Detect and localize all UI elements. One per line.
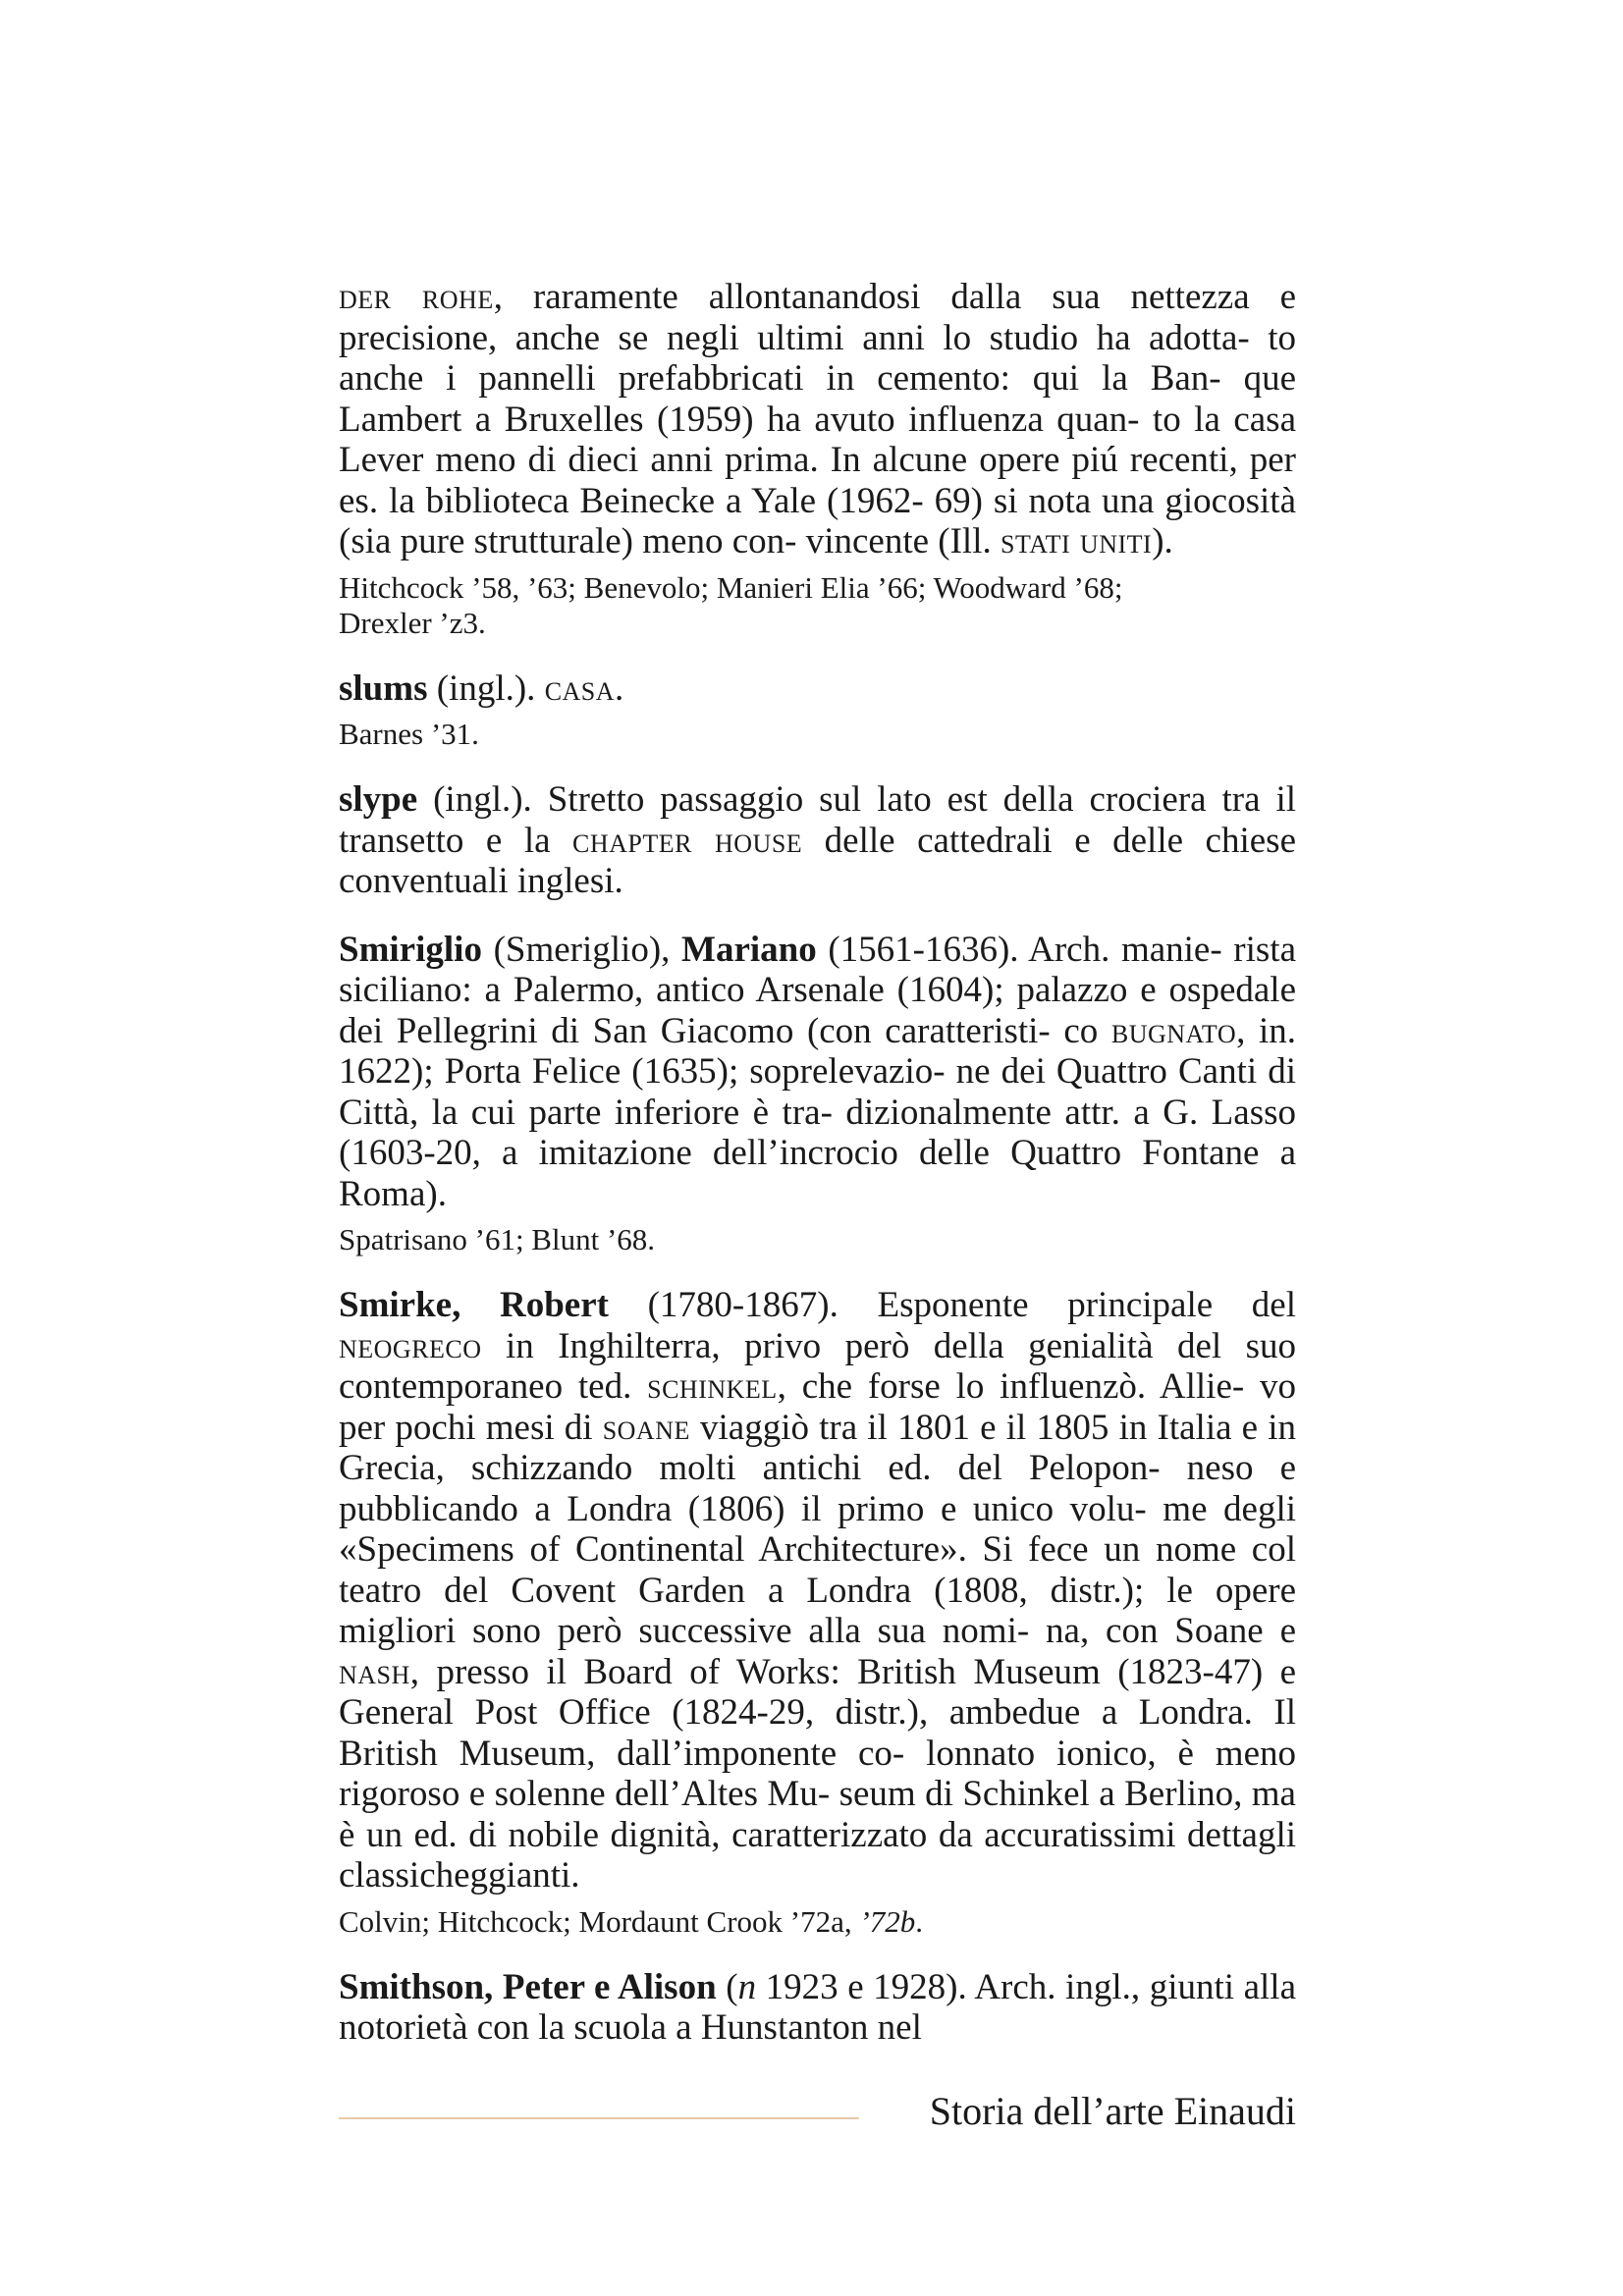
cross-ref[interactable]: casa [544,667,616,709]
headword: Smiriglio [339,929,482,970]
bibliography-smiriglio: Spatrisano ’61; Blunt ’68. [339,1222,656,1256]
cross-ref[interactable]: chapter house [572,820,803,861]
headword: Mariano [681,929,817,970]
headword: Smithson, Peter e Alison [339,1966,717,2007]
entry-slums: slums (ingl.). casa. [339,667,624,709]
entry-smiriglio: Smiriglio (Smeriglio), Mariano (1561-1636). Arch. manie- rista siciliano: a Palermo, antico Arsenale (1604); palazzo e ospedale dei Pellegrini di San Giacomo (con caratteristi- co bugnato, in. 1622); Porta Felice (1635); soprelevazio- ne dei Quattro Canti di Città, la cui parte inferiore è tra- dizionalmente attr. a G. Lasso (1603-20, a imitazione dell’incrocio delle Quattro Fontane a Roma). [339,929,1297,1214]
text-column [339,277,1296,2056]
footer-title: Storia dell’arte Einaudi [929,2089,1296,2133]
cross-ref[interactable]: bugnato [1110,1010,1237,1051]
cross-ref[interactable]: soane [602,1407,690,1448]
entry-slype: slype (ingl.). Stretto passaggio sul lato est della crociera tra il transetto e la chapter house delle cattedrali e delle chiese conventuali inglesi. [339,779,1296,901]
bibliography-slums: Barnes ’31. [339,717,479,751]
cross-ref[interactable]: stati uniti [1000,521,1153,561]
cross-ref[interactable]: schinkel [647,1366,778,1407]
entry-smirke: Smirke, Robert (1780-1867). Esponente principale del neogreco in Inghilterra, privo però della genialità del suo contemporaneo ted. schinkel, che forse lo influenzò. Allie- vo per pochi mesi di soane viaggiò tra il 1801 e il 1805 in Italia e in Grecia, schizzando molti antichi ed. del Pelopon- neso e pubblicando a Londra (1806) il primo e unico volu- me degli «Specimens of Continental Architecture». Si fece un nome col teatro del Covent Garden a Londra (1808, distr.); le opere migliori sono però successive alla sua nomi- na, con Soane e nash, presso il Board of Works: British Museum (1823-47) e General Post Office (1824-29, distr.), ambedue a Londra. Il British Museum, dall’imponente co- lonnato ionico, è meno rigoroso e solenne dell’Altes Mu- seum di Schinkel a Berlino, ma è un ed. di nobile dignità, caratterizzato da accuratissimi dettagli classicheggianti. [339,1285,1297,1896]
headword: slums [339,667,428,709]
page-footer [339,2086,1296,2145]
cross-ref[interactable]: nash [339,1651,410,1692]
entry-smithson: Smithson, Peter e Alison (n 1923 e 1928). Arch. ingl., giunti alla notorietà con la scuola a Hunstanton nel [339,1966,1297,2048]
cross-ref[interactable]: neogreco [339,1325,482,1366]
footer-rule [339,2117,859,2119]
headword: Smirke, Robert [339,1285,609,1325]
bibliography-mies: Hitchcock ’58, ’63; Benevolo; Manieri Elia ’66; Woodward ’68; Drexler ’z3. [339,569,1123,640]
bibliography-smirke: Colvin; Hitchcock; Mordaunt Crook ’72a, ’72b. [339,1903,923,1939]
entry-mies-tail: der rohe, raramente allontanandosi dalla sua nettezza e precisione, anche se negli ultimi anni lo studio ha adotta- to anche i pannelli prefabbricati in cemento: qui la Ban- que Lambert a Bruxelles (1959) ha avuto influenza quan- to la casa Lever meno di dieci anni prima. In alcune opere piú recenti, per es. la biblioteca Beinecke a Yale (1962- 69) si nota una giocosità (sia pure strutturale) meno con- vincente (Ill. stati uniti). [339,277,1297,561]
cross-ref[interactable]: der rohe [339,277,494,317]
headword: slype [339,779,418,820]
